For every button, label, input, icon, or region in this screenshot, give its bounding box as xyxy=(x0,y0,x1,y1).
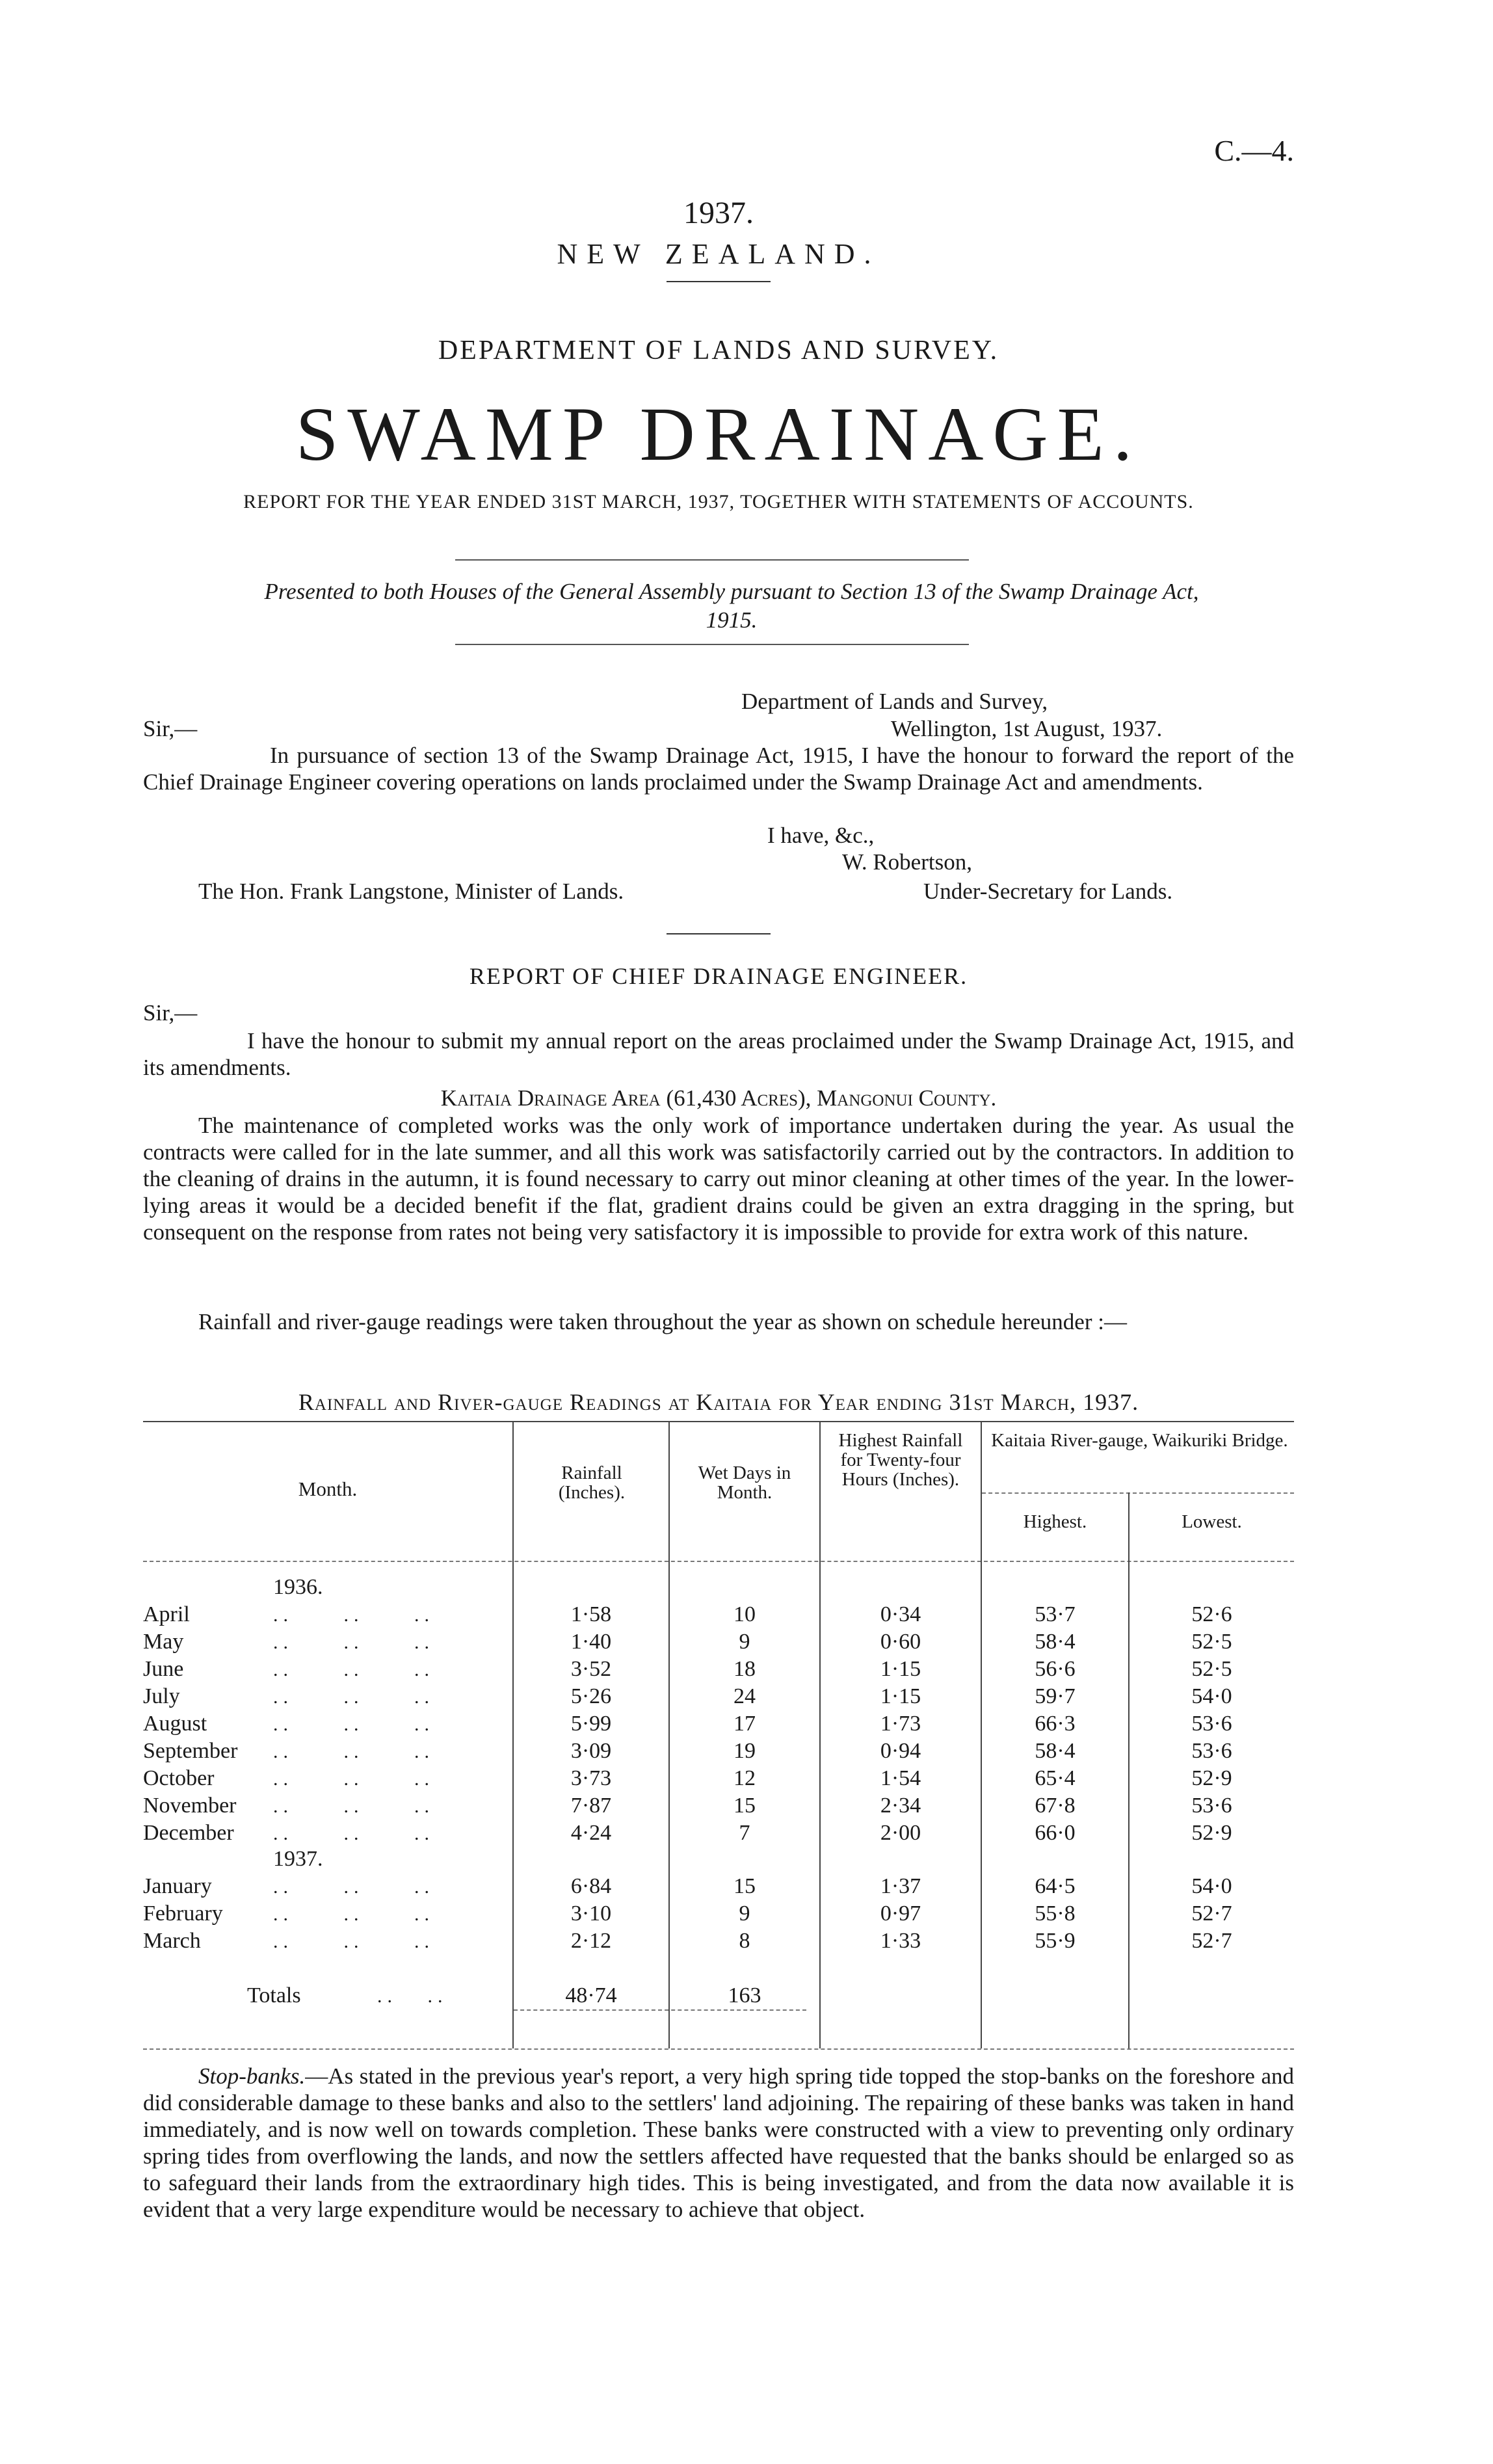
cell-river-lowest: 53·6 xyxy=(1191,1712,1232,1736)
cell-river-lowest: 52·5 xyxy=(1191,1630,1232,1654)
cell-month: July xyxy=(143,1684,180,1708)
cell-river-lowest: 52·9 xyxy=(1191,1821,1232,1845)
cell-river-highest: 67·8 xyxy=(1035,1794,1076,1818)
column-header-month: Month. xyxy=(298,1477,358,1500)
table-rule xyxy=(143,1421,1294,1422)
cell-month: February xyxy=(143,1901,223,1926)
column-header-highest-rainfall: Highest Rainfall for Twenty-four Hours (Inches). xyxy=(838,1430,963,1490)
cell-wet-days: 10 xyxy=(733,1602,756,1626)
column-header-lowest: Lowest. xyxy=(1182,1511,1242,1532)
letter-addressee: The Hon. Frank Langstone, Minister of Lands. xyxy=(198,879,624,904)
cell-rainfall: 1·40 xyxy=(570,1630,612,1654)
report-subtitle: REPORT FOR THE YEAR ENDED 31ST MARCH, 1937, TOGETHER WITH STATEMENTS OF ACCOUNTS. xyxy=(243,491,1194,512)
country-heading: NEW ZEALAND. xyxy=(557,238,880,270)
cell-river-highest: 55·9 xyxy=(1035,1929,1076,1953)
cell-river-highest: 55·8 xyxy=(1035,1901,1076,1926)
leader-dots: .. .. .. xyxy=(273,1686,434,1708)
cell-rainfall: 7·87 xyxy=(570,1794,612,1818)
cell-river-highest: 66·0 xyxy=(1035,1821,1076,1845)
cell-highest-rainfall: 2·34 xyxy=(880,1794,921,1818)
year-label: 1937. xyxy=(273,1847,323,1871)
cell-river-highest: 53·7 xyxy=(1035,1602,1076,1626)
cell-highest-rainfall: 1·33 xyxy=(880,1929,921,1953)
letter-address-line2: Wellington, 1st August, 1937. xyxy=(891,716,1163,741)
totals-label: Totals xyxy=(247,1983,301,2007)
report-paragraph: Rainfall and river-gauge readings were taken throughout the year as shown on schedule hereunder :— xyxy=(198,1309,1127,1334)
leader-dots: .. .. .. xyxy=(273,1768,434,1790)
column-header-wet-days: Wet Days in Month. xyxy=(698,1463,791,1503)
totals-wet-days: 163 xyxy=(728,1983,761,2007)
cell-river-lowest: 53·6 xyxy=(1191,1794,1232,1818)
cell-rainfall: 3·10 xyxy=(570,1901,612,1926)
cell-wet-days: 9 xyxy=(739,1630,750,1654)
table-rule xyxy=(514,2009,806,2011)
document-year: 1937. xyxy=(683,196,754,230)
totals-rainfall: 48·74 xyxy=(565,1983,617,2007)
cell-wet-days: 15 xyxy=(733,1794,756,1818)
cell-wet-days: 8 xyxy=(739,1929,750,1953)
cell-river-highest: 56·6 xyxy=(1035,1657,1076,1681)
cell-highest-rainfall: 1·15 xyxy=(880,1684,921,1708)
leader-dots: .. .. .. xyxy=(273,1659,434,1680)
stopbanks-label: Stop-banks. xyxy=(198,2063,306,2089)
letter-address-line1: Department of Lands and Survey, xyxy=(741,689,1048,714)
cell-rainfall: 5·26 xyxy=(570,1684,612,1708)
cell-month: September xyxy=(143,1739,238,1763)
cell-rainfall: 6·84 xyxy=(570,1874,612,1898)
table-rule xyxy=(982,1492,1294,1494)
cell-month: October xyxy=(143,1766,215,1790)
cell-wet-days: 24 xyxy=(733,1684,756,1708)
cell-month: June xyxy=(143,1657,184,1681)
stopbanks-paragraph xyxy=(143,2063,1294,2223)
cell-river-lowest: 52·9 xyxy=(1191,1766,1232,1790)
main-title: SWAMP DRAINAGE. xyxy=(295,391,1142,477)
cell-highest-rainfall: 1·37 xyxy=(880,1874,921,1898)
cell-rainfall: 4·24 xyxy=(570,1821,612,1845)
cell-wet-days: 15 xyxy=(733,1874,756,1898)
cell-river-highest: 65·4 xyxy=(1035,1766,1076,1790)
cell-wet-days: 12 xyxy=(733,1766,756,1790)
cell-month: December xyxy=(143,1821,234,1845)
cell-wet-days: 18 xyxy=(733,1657,756,1681)
cell-river-lowest: 52·7 xyxy=(1191,1901,1232,1926)
cell-wet-days: 19 xyxy=(733,1739,756,1763)
area-heading: Kaitaia Drainage Area (61,430 Acres), Mangonui County. xyxy=(440,1085,997,1111)
cell-rainfall: 3·52 xyxy=(570,1657,612,1681)
report-paragraph: The maintenance of completed works was the only work of importance undertaken during the year. As usual the contracts were called for in the late summer, and all this work was satisfactorily carried out by the contractors. In addition to the cleaning of drains in the autumn, it is found necessary to carry out minor cleaning at other times of the year. In the lower-lying areas it would be a decided benefit if the flat, gradient drains could be given an extra dragging in the spring, but consequent on the response from rates not being very satisfactory it is impossible to provide for extra work of this nature. xyxy=(143,1113,1294,1245)
cell-highest-rainfall: 0·97 xyxy=(880,1901,921,1926)
cell-month: November xyxy=(143,1794,237,1818)
leader-dots: .. .. .. xyxy=(273,1714,434,1735)
table-rule xyxy=(143,2048,1294,2050)
leader-dots: .. .. .. xyxy=(273,1823,434,1844)
report-heading: REPORT OF CHIEF DRAINAGE ENGINEER. xyxy=(469,963,968,989)
leader-dots: .. .. .. xyxy=(273,1795,434,1817)
leader-dots: .. .. .. xyxy=(273,1604,434,1626)
letter-sign-title: Under-Secretary for Lands. xyxy=(923,879,1173,904)
cell-month: May xyxy=(143,1630,184,1654)
report-salutation: Sir,— xyxy=(143,1000,198,1026)
column-header-highest: Highest. xyxy=(1023,1511,1087,1532)
cell-highest-rainfall: 2·00 xyxy=(880,1821,921,1845)
document-page xyxy=(143,0,1294,2464)
cell-month: August xyxy=(143,1712,207,1736)
cell-highest-rainfall: 1·54 xyxy=(880,1766,921,1790)
leader-dots: .. .. .. xyxy=(273,1876,434,1898)
letter-body: In pursuance of section 13 of the Swamp Drainage Act, 1915, I have the honour to forward the report of the Chief Drainage Engineer covering operations on lands proclaimed under the Swamp Drainage Act and amendments. xyxy=(143,743,1294,795)
cell-river-highest: 64·5 xyxy=(1035,1874,1076,1898)
cell-rainfall: 3·73 xyxy=(570,1766,612,1790)
cell-wet-days: 9 xyxy=(739,1901,750,1926)
cell-highest-rainfall: 0·94 xyxy=(880,1739,921,1763)
cell-month: January xyxy=(143,1874,212,1898)
cell-highest-rainfall: 0·60 xyxy=(880,1630,921,1654)
stopbanks-text: —As stated in the previous year's report, a very high spring tide topped the stop-banks on the foreshore and did considerable damage to these banks and also to the settlers' land adjoining. The repairing of these banks was taken in hand immediately, and is now well on towards completion. These banks were constructed with a view to preventing only ordinary spring tides from overflowing the lands, and now the settlers affected have requested that the banks should be enlarged so as to safeguard their lands from the extraordinary high tides. This is being investigated, and from the data now available it is evident that a very large expenditure would be necessary to achieve that object. xyxy=(143,2063,1294,2222)
cell-river-highest: 66·3 xyxy=(1035,1712,1076,1736)
table-rule xyxy=(143,1561,1294,1562)
leader-dots: .. .. xyxy=(377,1985,448,2007)
cell-river-lowest: 54·0 xyxy=(1191,1684,1232,1708)
cell-highest-rainfall: 0·34 xyxy=(880,1602,921,1626)
cell-rainfall: 5·99 xyxy=(570,1712,612,1736)
cell-river-lowest: 54·0 xyxy=(1191,1874,1232,1898)
cell-highest-rainfall: 1·15 xyxy=(880,1657,921,1681)
leader-dots: .. .. .. xyxy=(273,1931,434,1952)
cell-river-highest: 58·4 xyxy=(1035,1739,1076,1763)
page-number: C.—4. xyxy=(1214,134,1294,167)
leader-dots: .. .. .. xyxy=(273,1632,434,1653)
table-title: Rainfall and River-gauge Readings at Kaitaia for Year ending 31st March, 1937. xyxy=(298,1389,1139,1415)
presented-statement: Presented to both Houses of the General Assembly pursuant to Section 13 of the Swamp Drainage Act, 1915. xyxy=(264,579,1199,633)
cell-river-lowest: 52·6 xyxy=(1191,1602,1232,1626)
column-header-river-gauge: Kaitaia River-gauge, Waikuriki Bridge. xyxy=(991,1430,1288,1451)
cell-wet-days: 17 xyxy=(733,1712,756,1736)
letter-signature: W. Robertson, xyxy=(842,849,972,875)
cell-river-highest: 59·7 xyxy=(1035,1684,1076,1708)
cell-river-lowest: 52·7 xyxy=(1191,1929,1232,1953)
letter-closing: I have, &c., xyxy=(767,823,875,848)
letter-salutation: Sir,— xyxy=(143,716,198,741)
cell-month: March xyxy=(143,1929,201,1953)
cell-rainfall: 3·09 xyxy=(570,1739,612,1763)
column-header-rainfall: Rainfall (Inches). xyxy=(558,1463,626,1503)
year-label: 1936. xyxy=(273,1575,323,1599)
cell-month: April xyxy=(143,1602,190,1626)
cell-rainfall: 1·58 xyxy=(570,1602,612,1626)
cell-rainfall: 2·12 xyxy=(570,1929,612,1953)
cell-highest-rainfall: 1·73 xyxy=(880,1712,921,1736)
department-heading: DEPARTMENT OF LANDS AND SURVEY. xyxy=(438,336,999,365)
cell-river-highest: 58·4 xyxy=(1035,1630,1076,1654)
cell-river-lowest: 52·5 xyxy=(1191,1657,1232,1681)
cell-river-lowest: 53·6 xyxy=(1191,1739,1232,1763)
report-intro: I have the honour to submit my annual report on the areas proclaimed under the Swamp Drainage Act, 1915, and its amendments. xyxy=(143,1028,1294,1080)
leader-dots: .. .. .. xyxy=(273,1741,434,1762)
cell-wet-days: 7 xyxy=(739,1821,750,1845)
leader-dots: .. .. .. xyxy=(273,1903,434,1925)
